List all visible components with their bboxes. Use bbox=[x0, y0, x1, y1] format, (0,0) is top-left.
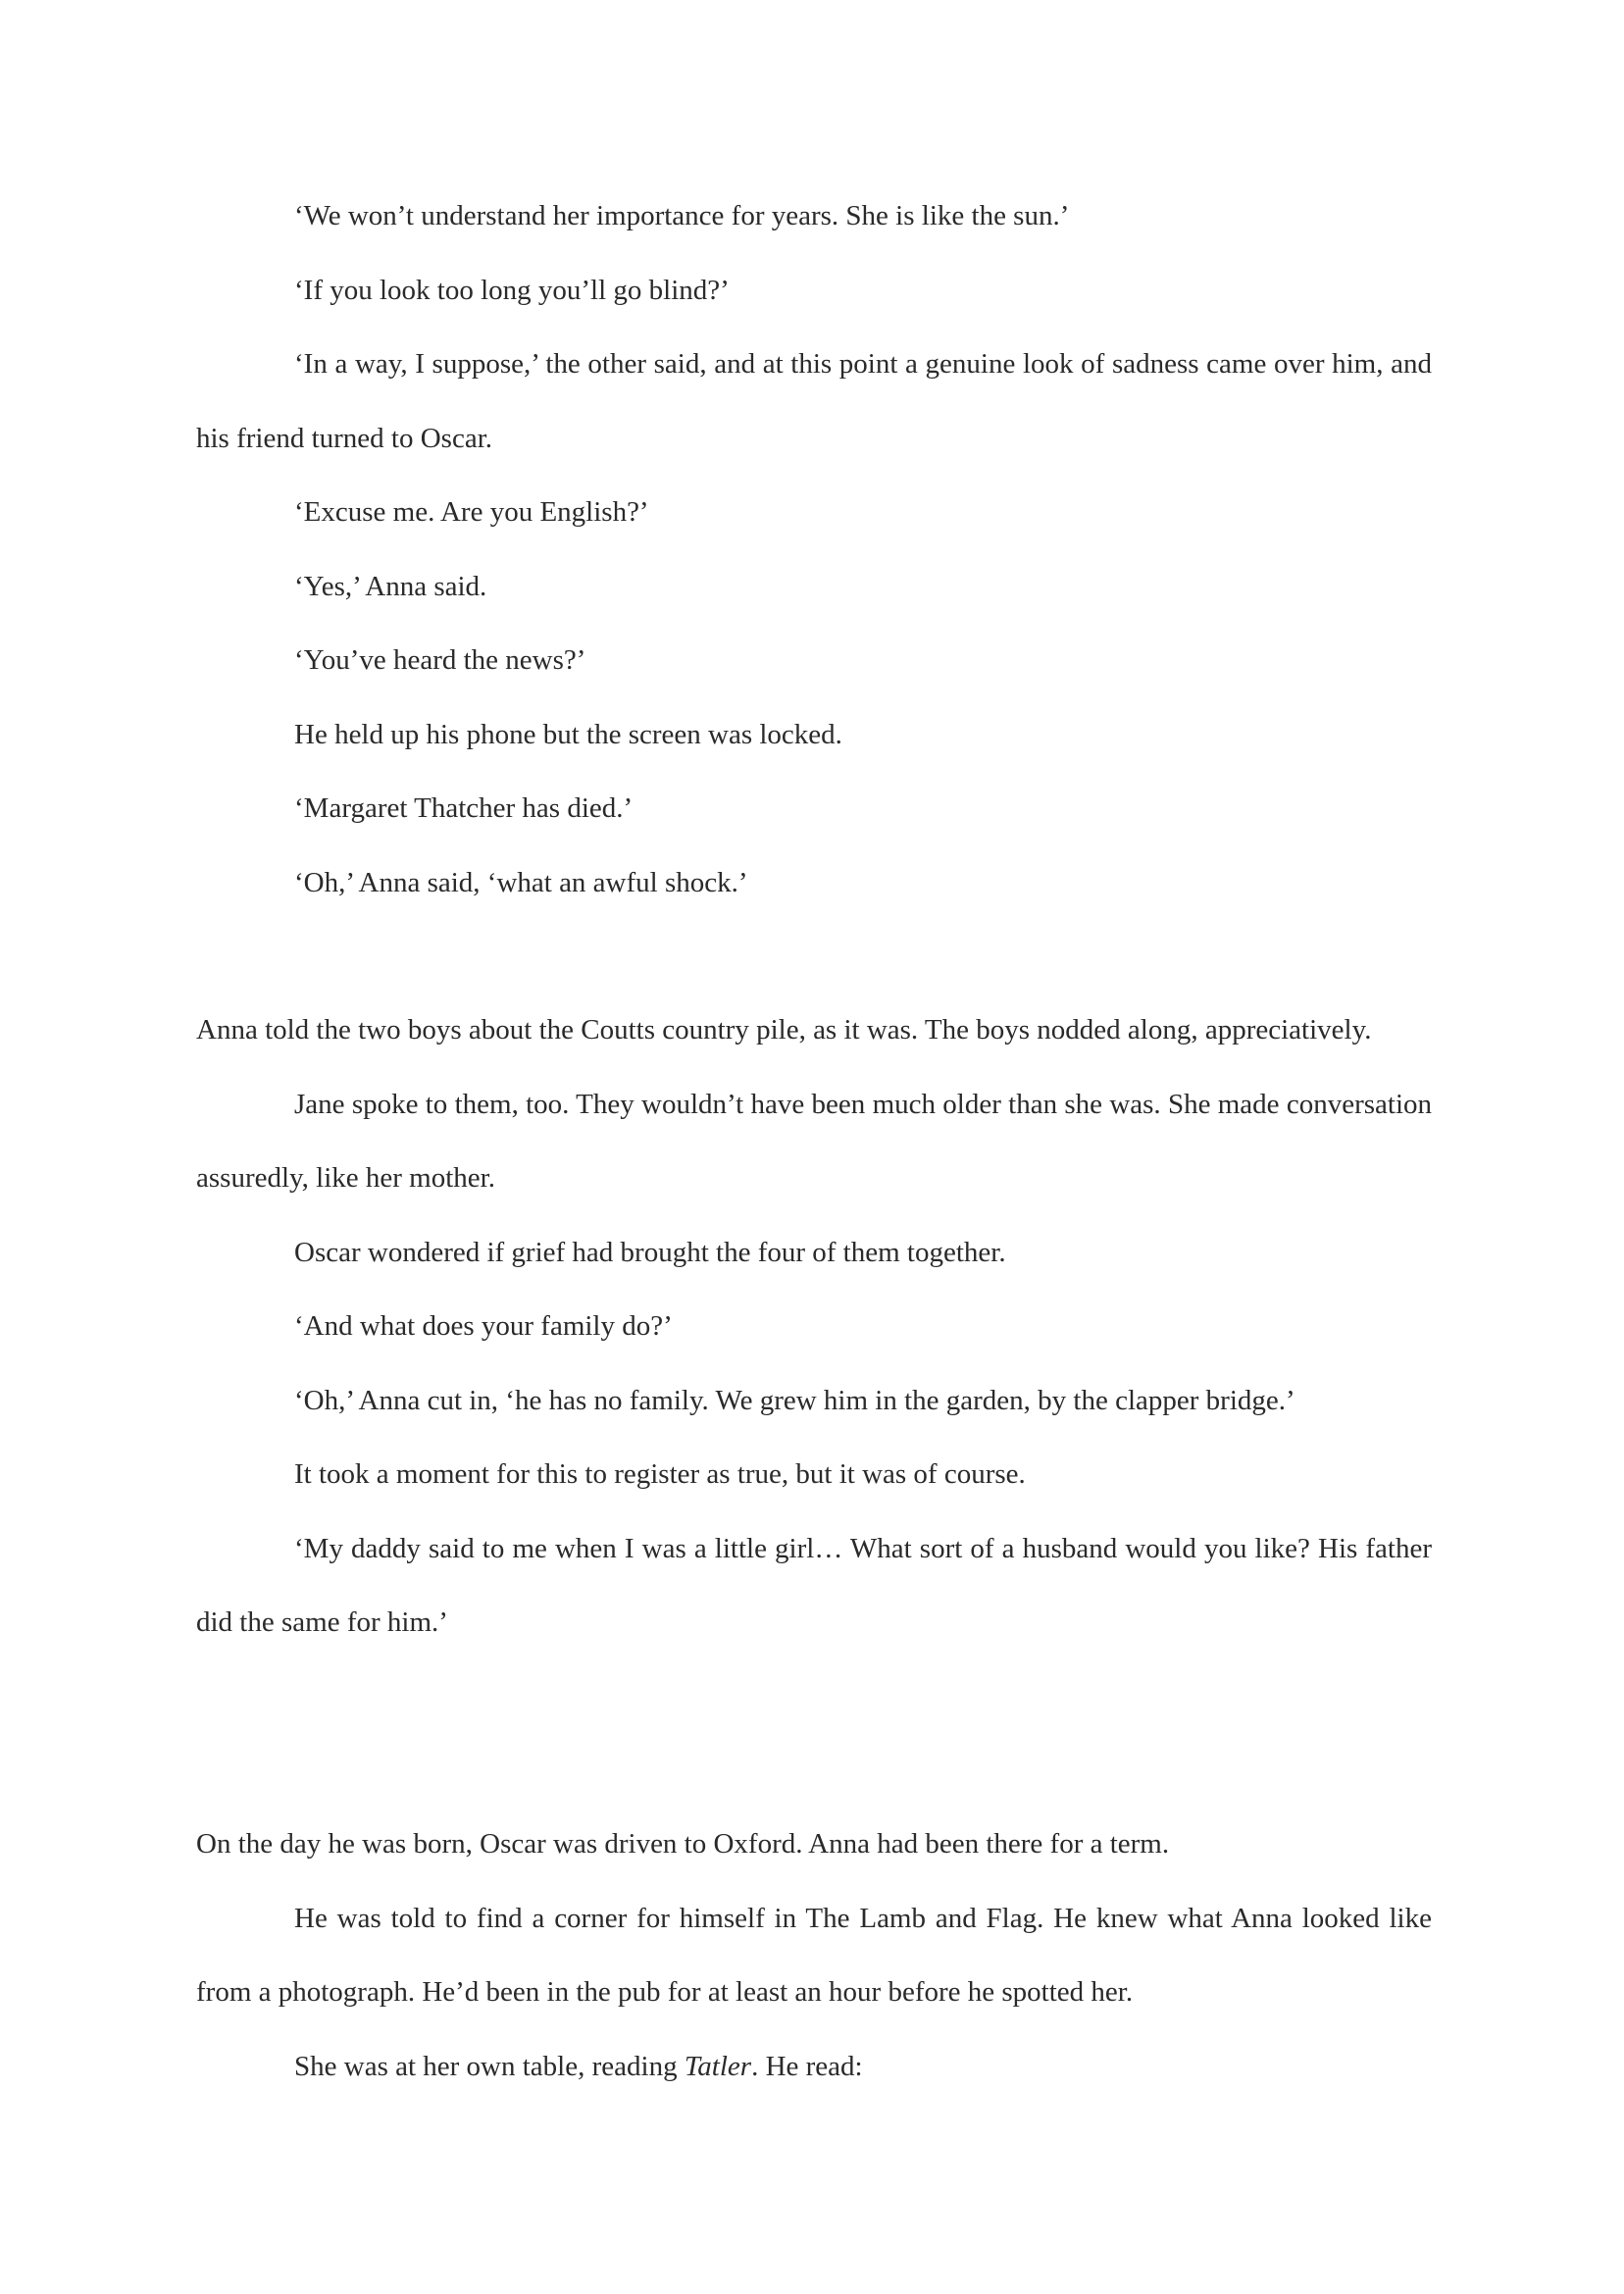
paragraph bbox=[196, 2030, 1432, 2105]
paragraph: ‘Excuse me. Are you English?’ bbox=[294, 496, 649, 528]
paragraph: He held up his phone but the screen was locked. bbox=[294, 718, 842, 750]
section-2 bbox=[196, 994, 1432, 1660]
paragraph: ‘My daddy said to me when I was a little girl… What sort of a husband would you like? His father did the same for him.’ bbox=[196, 1532, 1432, 1638]
paragraph: ‘If you look too long you’ll go blind?’ bbox=[294, 274, 730, 306]
paragraph-text: She was at her own table, reading bbox=[294, 2050, 685, 2082]
paragraph: ‘In a way, I suppose,’ the other said, and at this point a genuine look of sadness came over him, and his friend turned to Oscar. bbox=[196, 348, 1432, 454]
paragraph: Oscar wondered if grief had brought the four of them together. bbox=[294, 1236, 1006, 1268]
paragraph: ‘We won’t understand her importance for years. She is like the sun.’ bbox=[294, 200, 1070, 231]
paragraph: Anna told the two boys about the Coutts country pile, as it was. The boys nodded along, appreciatively. bbox=[196, 1014, 1372, 1045]
paragraph: ‘Oh,’ Anna said, ‘what an awful shock.’ bbox=[294, 866, 748, 898]
paragraph: Jane spoke to them, too. They wouldn’t have been much older than she was. She made conversation assuredly, like her mother. bbox=[196, 1088, 1432, 1194]
paragraph: ‘You’ve heard the news?’ bbox=[294, 644, 586, 676]
paragraph: ‘Margaret Thatcher has died.’ bbox=[294, 792, 634, 824]
paragraph: On the day he was born, Oscar was driven to Oxford. Anna had been there for a term. bbox=[196, 1828, 1170, 1860]
paragraph: ‘And what does your family do?’ bbox=[294, 1310, 673, 1342]
paragraph: ‘Oh,’ Anna cut in, ‘he has no family. We grew him in the garden, by the clapper bridge.’ bbox=[294, 1384, 1295, 1416]
section-3 bbox=[196, 1808, 1432, 2104]
paragraph: It took a moment for this to register as true, but it was of course. bbox=[294, 1458, 1026, 1490]
magazine-title: Tatler bbox=[684, 2050, 752, 2082]
paragraph: ‘Yes,’ Anna said. bbox=[294, 570, 487, 602]
section-1 bbox=[196, 179, 1432, 920]
paragraph-text: . He read: bbox=[751, 2050, 863, 2082]
paragraph: He was told to find a corner for himself in The Lamb and Flag. He knew what Anna looked like from a photograph. He’d been in the pub for at least an hour before he spotted her. bbox=[196, 1902, 1432, 2008]
